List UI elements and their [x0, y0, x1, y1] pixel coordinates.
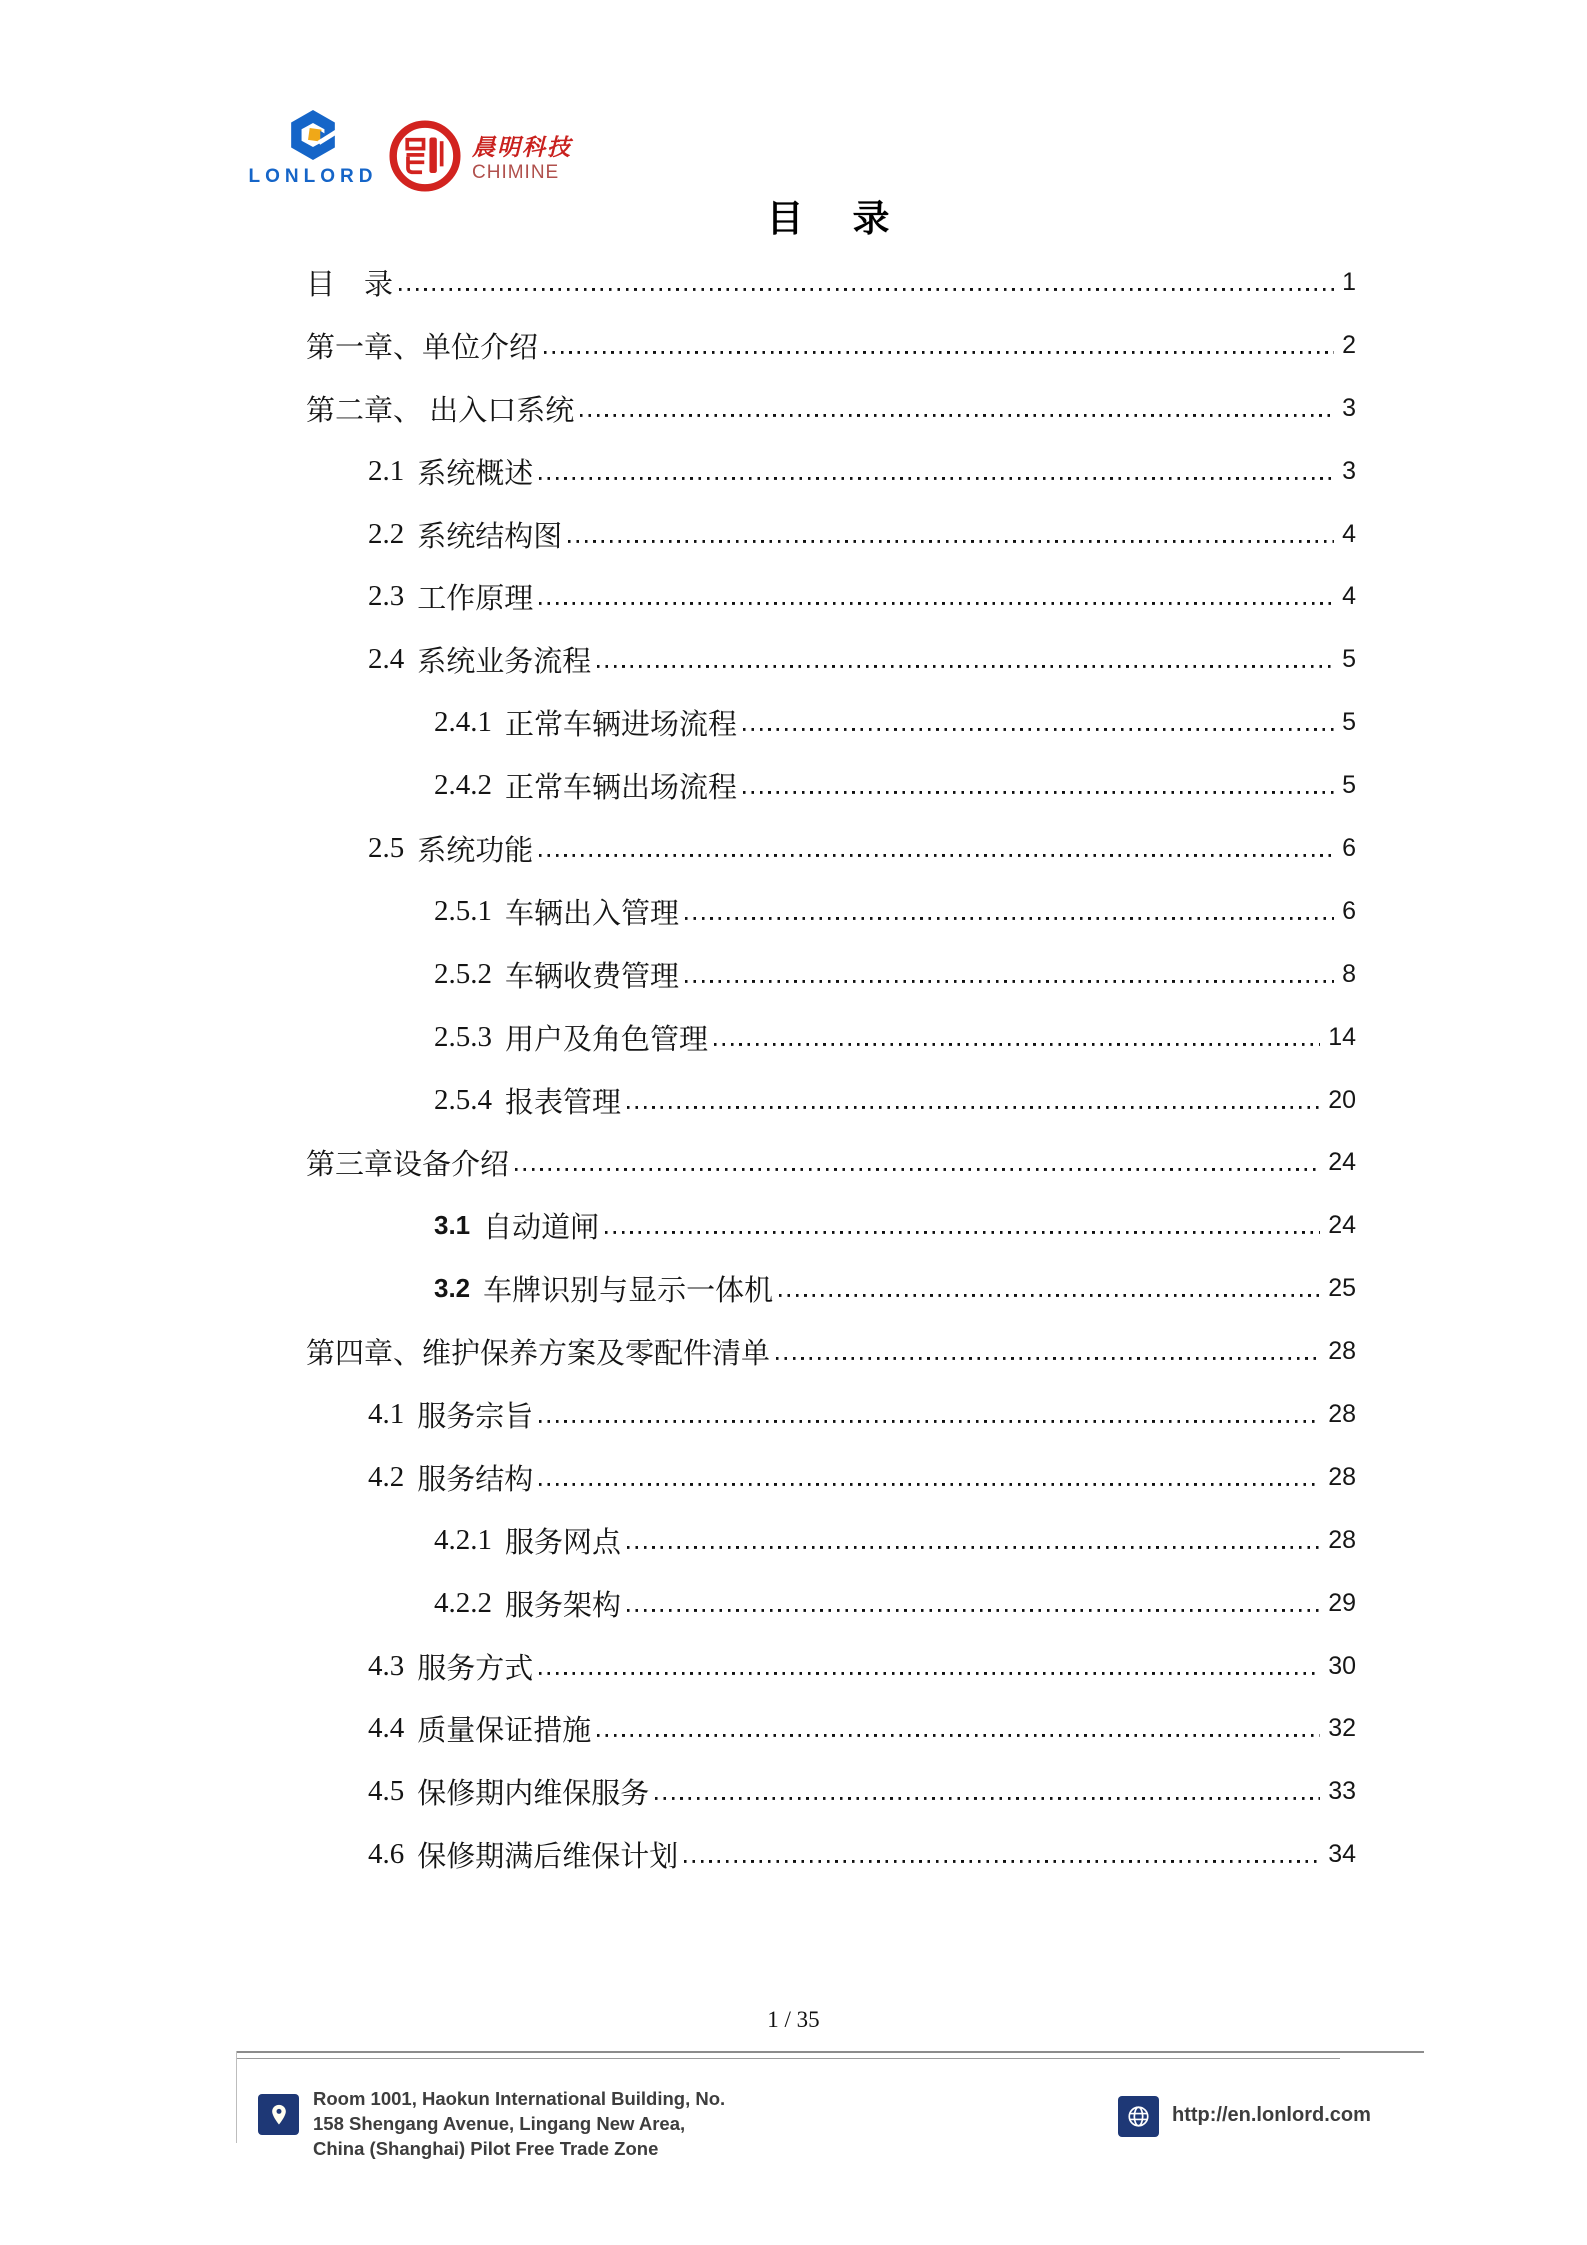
dot-leader: [685, 943, 1334, 1006]
dot-leader: [399, 251, 1334, 314]
toc-entry-number: 4.1: [368, 1397, 405, 1430]
toc-entry-title: 第一章、单位介绍: [306, 331, 539, 364]
toc-entry-page: 5: [1342, 708, 1356, 737]
toc-entry-number: 2.4.1: [434, 706, 492, 739]
toc-entry-page: 28: [1328, 1337, 1356, 1366]
footer-rule-secondary: [236, 2058, 1340, 2059]
toc-entry-title: 第四章、维护保养方案及零配件清单: [306, 1338, 771, 1371]
toc-entry-title: 正常车辆进场流程: [505, 709, 738, 742]
toc-entry-title: 系统概述: [417, 457, 534, 490]
dot-leader: [743, 754, 1334, 817]
chimine-logo: [388, 118, 572, 194]
toc-entry-page: 4: [1342, 519, 1356, 548]
dot-leader: [539, 1635, 1320, 1698]
toc-entry-number: 2.1: [368, 454, 405, 487]
globe-icon: [1118, 2096, 1159, 2137]
toc-entry-number: 2.5.1: [434, 894, 492, 927]
toc-entry-page: 29: [1328, 1588, 1356, 1617]
toc-entry[interactable]: [306, 565, 1356, 628]
toc-entry-title: 车辆出入管理: [505, 897, 680, 930]
toc-entry-number: 2.5.2: [434, 957, 492, 990]
toc-entry[interactable]: [306, 943, 1356, 1006]
dot-leader: [684, 1823, 1320, 1886]
toc-entry-title: 目 录: [306, 268, 394, 301]
dot-leader: [779, 1257, 1320, 1320]
page-title: 目 录: [766, 199, 896, 240]
toc-entry-number: 2.5.3: [434, 1020, 492, 1053]
toc-entry-page: 5: [1342, 771, 1356, 800]
toc-entry-page: 2: [1342, 330, 1356, 359]
toc-entry-title: 自动道闸: [483, 1212, 600, 1245]
toc-entry-page: 30: [1328, 1651, 1356, 1680]
toc-entry-title: 正常车辆出场流程: [505, 772, 738, 805]
toc-entry[interactable]: [306, 314, 1356, 377]
dot-leader: [627, 1572, 1320, 1635]
toc-entry-title: 保修期满后维保计划: [417, 1841, 679, 1874]
toc-entry-page: 28: [1328, 1525, 1356, 1554]
toc-entry-number: 2.5.4: [434, 1083, 492, 1116]
toc-entry-title: 系统功能: [417, 834, 534, 867]
toc-entry-number: 4.3: [368, 1649, 405, 1682]
toc-entry-title: 服务网点: [505, 1526, 622, 1559]
toc-entry[interactable]: [306, 377, 1356, 440]
toc-entry-page: 3: [1342, 393, 1356, 422]
toc-entry-page: 1: [1342, 267, 1356, 296]
footer-left-divider: [236, 2051, 237, 2143]
dot-leader: [539, 565, 1334, 628]
dot-leader: [743, 691, 1334, 754]
toc-entry-title: 系统结构图: [417, 520, 563, 553]
footer-rule: [236, 2051, 1424, 2053]
toc-entry-page: 8: [1342, 959, 1356, 988]
toc-entry[interactable]: [306, 1572, 1356, 1635]
location-icon: [258, 2094, 299, 2135]
toc-entry-number: 3.2: [434, 1273, 471, 1304]
toc-entry-page: 14: [1328, 1022, 1356, 1051]
toc-entry-page: 32: [1328, 1714, 1356, 1743]
toc-entry[interactable]: [306, 1823, 1356, 1886]
toc-entry[interactable]: [306, 251, 1356, 314]
chimine-cn-name: 晨明科技: [472, 134, 572, 160]
toc-entry[interactable]: [306, 503, 1356, 566]
page-indicator: 1 / 35: [767, 2007, 820, 2032]
toc-entry-number: 4.2: [368, 1460, 405, 1493]
dot-leader: [539, 1383, 1320, 1446]
toc-entry[interactable]: [306, 754, 1356, 817]
dot-leader: [539, 440, 1334, 503]
toc-entry-title: 质量保证措施: [417, 1715, 592, 1748]
footer-address: [313, 2086, 725, 2161]
toc-entry[interactable]: [306, 880, 1356, 943]
lonlord-wordmark: LONLORD: [248, 166, 378, 187]
toc-entry-title: 报表管理: [505, 1086, 622, 1119]
dot-leader: [685, 880, 1334, 943]
dot-leader: [627, 1509, 1320, 1572]
toc-entry-page: 20: [1328, 1085, 1356, 1114]
toc-entry[interactable]: [306, 1069, 1356, 1132]
toc-entry[interactable]: [306, 1760, 1356, 1823]
toc-entry-title: 服务宗旨: [417, 1400, 534, 1433]
toc-entry-page: 28: [1328, 1462, 1356, 1491]
toc-entry-title: 工作原理: [417, 583, 534, 616]
dot-leader: [580, 377, 1334, 440]
toc-entry[interactable]: [306, 1320, 1356, 1383]
toc-entry[interactable]: [306, 1257, 1356, 1320]
toc-entry-page: 5: [1342, 645, 1356, 674]
website-link[interactable]: http://en.lonlord.com: [1172, 2104, 1371, 2126]
dot-leader: [539, 817, 1334, 880]
toc-entry[interactable]: [306, 1635, 1356, 1698]
dot-leader: [597, 628, 1334, 691]
footer-address-line: 158 Shengang Avenue, Lingang New Area,: [313, 2113, 686, 2134]
toc-entry-page: 28: [1328, 1399, 1356, 1428]
toc-entry-number: 4.6: [368, 1838, 405, 1871]
toc-entry-number: 2.4.2: [434, 769, 492, 802]
toc-entry[interactable]: [306, 1509, 1356, 1572]
lonlord-logo: [248, 108, 378, 188]
chimine-en-name: CHIMINE: [472, 161, 560, 183]
toc-entry-title: 服务架构: [505, 1589, 622, 1622]
toc-entry-title: 第三章设备介绍: [306, 1149, 510, 1182]
dot-leader: [539, 1446, 1320, 1509]
dot-leader: [605, 1194, 1320, 1257]
lonlord-hexagon-icon: [287, 108, 339, 162]
toc-entry-page: 33: [1328, 1777, 1356, 1806]
toc-entry-page: 3: [1342, 456, 1356, 485]
toc-entry[interactable]: [306, 1131, 1356, 1194]
dot-leader: [655, 1760, 1320, 1823]
toc-entry-number: 2.5: [368, 831, 405, 864]
toc-entry-title: 系统业务流程: [417, 646, 592, 679]
toc-entry[interactable]: [306, 1006, 1356, 1069]
footer-address-line: Room 1001, Haokun International Building, No.: [313, 2088, 726, 2109]
toc-entry-number: 4.2.1: [434, 1523, 492, 1556]
toc-entry[interactable]: [306, 628, 1356, 691]
toc-entry[interactable]: [306, 691, 1356, 754]
chimine-seal-icon: [388, 118, 462, 194]
toc-entry[interactable]: [306, 1383, 1356, 1446]
toc-entry[interactable]: [306, 1446, 1356, 1509]
toc-entry[interactable]: [306, 440, 1356, 503]
toc-entry-title: 服务方式: [417, 1652, 534, 1685]
toc-entry-number: 2.4: [368, 643, 405, 676]
toc-entry-number: 3.1: [434, 1210, 471, 1241]
toc-entry-title: 用户及角色管理: [505, 1023, 709, 1056]
dot-leader: [568, 503, 1334, 566]
dot-leader: [597, 1697, 1320, 1760]
toc-entry[interactable]: [306, 1697, 1356, 1760]
toc-entry-title: 车牌识别与显示一体机: [483, 1275, 774, 1308]
toc-entry[interactable]: [306, 1194, 1356, 1257]
footer-address-line: China (Shanghai) Pilot Free Trade Zone: [313, 2138, 659, 2159]
toc-entry-title: 保修期内维保服务: [417, 1778, 650, 1811]
toc-entry-title: 车辆收费管理: [505, 960, 680, 993]
toc-entry-number: 4.5: [368, 1775, 405, 1808]
dot-leader: [627, 1069, 1320, 1132]
toc-entry-page: 25: [1328, 1274, 1356, 1303]
toc-entry-number: 2.3: [368, 580, 405, 613]
toc-entry[interactable]: [306, 817, 1356, 880]
toc-entry-number: 4.2.2: [434, 1586, 492, 1619]
toc-entry-number: 2.2: [368, 517, 405, 550]
toc-entry-page: 6: [1342, 833, 1356, 862]
toc-entry-number: 4.4: [368, 1712, 405, 1745]
toc-entry-page: 4: [1342, 582, 1356, 611]
toc-entry-title: 服务结构: [417, 1463, 534, 1496]
toc-entry-page: 6: [1342, 896, 1356, 925]
dot-leader: [714, 1006, 1320, 1069]
toc-entry-title: 第二章、 出入口系统: [306, 394, 575, 427]
toc-entry-page: 24: [1328, 1148, 1356, 1177]
dot-leader: [515, 1131, 1320, 1194]
toc-entry-page: 24: [1328, 1211, 1356, 1240]
toc-list: [306, 251, 1356, 1886]
dot-leader: [544, 314, 1334, 377]
dot-leader: [776, 1320, 1320, 1383]
toc-entry-page: 34: [1328, 1840, 1356, 1869]
